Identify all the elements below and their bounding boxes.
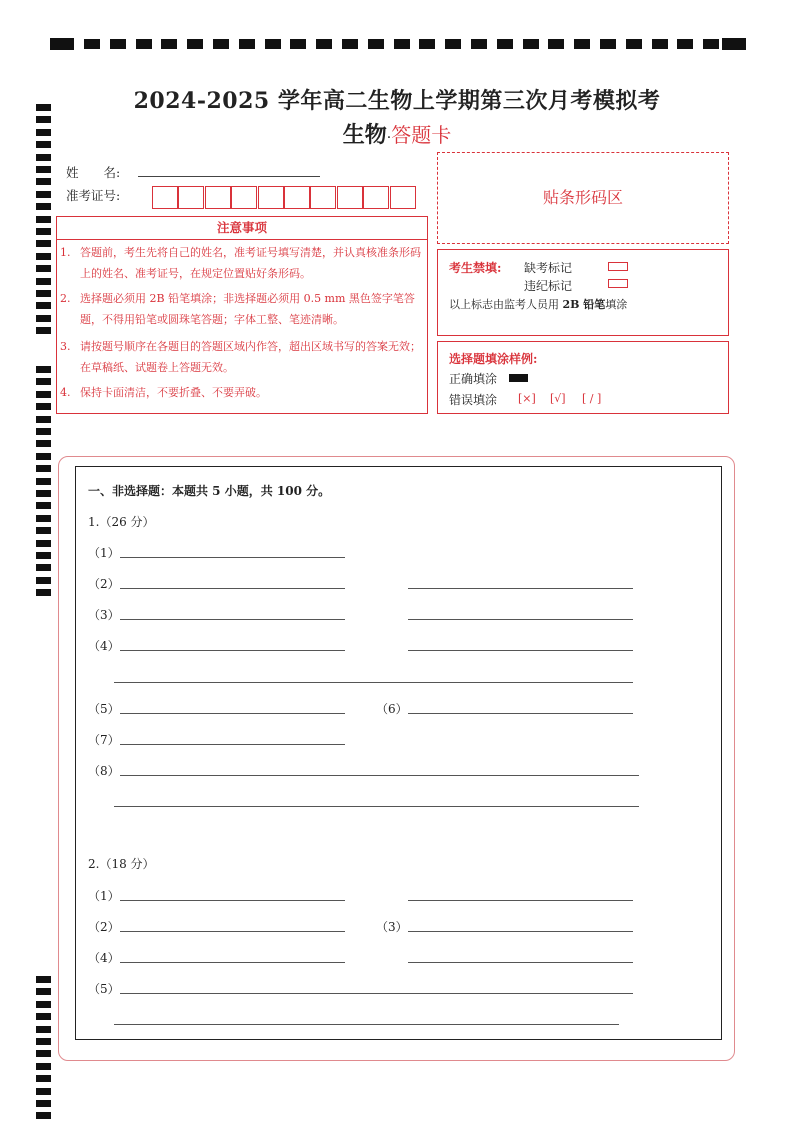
- id-digit-box[interactable]: [231, 186, 257, 209]
- id-digit-box[interactable]: [258, 186, 284, 209]
- timing-mark: [36, 515, 51, 522]
- timing-mark: [36, 154, 51, 161]
- timing-mark: [36, 290, 51, 297]
- timing-mark: [84, 39, 100, 49]
- timing-mark: [368, 39, 384, 49]
- timing-mark: [652, 39, 668, 49]
- timing-mark: [36, 1013, 51, 1020]
- barcode-area: [437, 152, 729, 244]
- id-digit-box[interactable]: [337, 186, 363, 209]
- notice-item-4: 4. 保持卡面清洁，不要折叠、不要弄破。: [60, 386, 267, 399]
- timing-mark: [36, 166, 51, 173]
- timing-mark: [445, 39, 461, 49]
- timing-mark: [36, 253, 51, 260]
- q1-4-answer-line-a[interactable]: [120, 650, 345, 651]
- q2-part-2: （2）: [88, 920, 120, 934]
- timing-mark: [239, 39, 255, 49]
- q1-label: 1.（26 分）: [88, 515, 155, 529]
- timing-mark: [548, 39, 564, 49]
- q2-part-3: （3）: [376, 920, 408, 934]
- timing-mark: [36, 976, 51, 983]
- top-timing-marks: [50, 38, 746, 50]
- notice-item-1: 1. 答题前，考生先将自己的姓名，准考证号填写清楚，并认真核准条形码上的姓名、准考证号，在规定位置贴好条形码。: [60, 246, 421, 280]
- answer-area: [75, 466, 722, 1040]
- timing-mark: [36, 327, 51, 334]
- timing-mark: [36, 440, 51, 447]
- timing-mark: [36, 589, 51, 596]
- timing-mark: [36, 1050, 51, 1057]
- q1-4-answer-line-b[interactable]: [408, 650, 633, 651]
- timing-mark: [703, 39, 719, 49]
- timing-mark: [36, 465, 51, 472]
- q1-1-answer-line[interactable]: [120, 557, 345, 558]
- q1-part-3: （3）: [88, 608, 120, 622]
- q1-part-8: （8）: [88, 764, 120, 778]
- timing-mark: [36, 378, 51, 385]
- name-field[interactable]: [138, 176, 320, 177]
- id-digit-box[interactable]: [152, 186, 178, 209]
- timing-mark: [677, 39, 693, 49]
- wrong-mark-1: [×]: [518, 392, 536, 405]
- timing-mark: [574, 39, 590, 49]
- id-digit-box[interactable]: [310, 186, 336, 209]
- correct-fill-mark: [509, 374, 528, 382]
- q2-part-1: （1）: [88, 889, 120, 903]
- timing-mark: [36, 490, 51, 497]
- timing-mark: [36, 577, 51, 584]
- timing-mark: [722, 38, 746, 50]
- timing-mark: [36, 1100, 51, 1107]
- q2-5-answer-line-a[interactable]: [120, 993, 633, 994]
- subject-label: 生物: [342, 122, 387, 148]
- q1-3-answer-line-b[interactable]: [408, 619, 633, 620]
- q2-part-4: （4）: [88, 951, 120, 965]
- notice-title: 注意事项: [216, 220, 267, 235]
- timing-mark: [342, 39, 358, 49]
- page-title: 2024-2025 学年高二生物上学期第三次月考模拟考: [133, 88, 661, 114]
- q1-part-5: （5）: [88, 702, 120, 716]
- timing-mark: [36, 527, 51, 534]
- fill-example-title: 选择题填涂样例:: [449, 352, 538, 366]
- timing-mark: [471, 39, 487, 49]
- q1-part-2: （2）: [88, 577, 120, 591]
- absent-label: 缺考标记: [524, 261, 573, 275]
- q1-2-answer-line-b[interactable]: [408, 588, 633, 589]
- timing-mark: [316, 39, 332, 49]
- timing-mark: [213, 39, 229, 49]
- id-digit-box[interactable]: [390, 186, 416, 209]
- timing-mark: [497, 39, 513, 49]
- section-title: 一、非选择题：本题共 5 小题，共 100 分。: [88, 484, 331, 498]
- q1-8-answer-line-b[interactable]: [114, 806, 639, 807]
- timing-mark: [36, 178, 51, 185]
- timing-mark: [36, 416, 51, 423]
- q1-part-1: （1）: [88, 546, 120, 560]
- timing-mark: [600, 39, 616, 49]
- q2-part-5: （5）: [88, 982, 120, 996]
- timing-mark: [36, 391, 51, 398]
- timing-mark: [290, 39, 306, 49]
- timing-mark: [36, 478, 51, 485]
- name-label: 姓 名:: [66, 165, 121, 180]
- q1-part-6: （6）: [376, 702, 408, 716]
- timing-mark: [36, 228, 51, 235]
- timing-mark: [36, 502, 51, 509]
- id-digit-box[interactable]: [178, 186, 204, 209]
- wrong-fill-label: 错误填涂: [449, 393, 498, 407]
- q2-label: 2.（18 分）: [88, 857, 155, 871]
- q2-1-answer-line-b[interactable]: [408, 900, 633, 901]
- timing-mark: [36, 366, 51, 373]
- timing-mark: [265, 39, 281, 49]
- q2-5-answer-line-b[interactable]: [114, 1024, 619, 1025]
- timing-mark: [36, 1026, 51, 1033]
- timing-mark: [36, 1038, 51, 1045]
- wrong-mark-3: [ / ]: [582, 392, 602, 405]
- q1-7-answer-line[interactable]: [120, 744, 345, 745]
- timing-mark: [36, 1063, 51, 1070]
- page-subtitle: [0, 118, 794, 149]
- timing-mark: [36, 315, 51, 322]
- q1-5-answer-line[interactable]: [120, 713, 345, 714]
- id-label: 准考证号:: [66, 188, 121, 203]
- timing-mark: [36, 403, 51, 410]
- timing-mark: [36, 1001, 51, 1008]
- violation-checkbox[interactable]: [608, 279, 628, 288]
- timing-mark: [419, 39, 435, 49]
- q2-4-answer-line-a[interactable]: [120, 962, 345, 963]
- timing-mark: [36, 428, 51, 435]
- q1-3-answer-line-a[interactable]: [120, 619, 345, 620]
- barcode-label: 贴条形码区: [542, 188, 623, 207]
- timing-mark: [36, 240, 51, 247]
- timing-mark: [523, 39, 539, 49]
- q2-1-answer-line-a[interactable]: [120, 900, 345, 901]
- timing-mark: [187, 39, 203, 49]
- q1-8-answer-line-a[interactable]: [120, 775, 639, 776]
- wrong-mark-2: [√]: [550, 392, 566, 405]
- timing-mark: [161, 39, 177, 49]
- notice-title-bar: [56, 216, 428, 240]
- timing-mark: [50, 38, 74, 50]
- id-digit-box[interactable]: [363, 186, 389, 209]
- q1-4-answer-line-c[interactable]: [114, 682, 633, 683]
- q1-part-7: （7）: [88, 733, 120, 747]
- absent-checkbox[interactable]: [608, 262, 628, 271]
- forbidden-box: [437, 249, 729, 336]
- q1-part-4: （4）: [88, 639, 120, 653]
- q2-2-answer-line[interactable]: [120, 931, 345, 932]
- card-label: 答题卡: [391, 123, 452, 147]
- timing-mark: [36, 1112, 51, 1119]
- id-digit-box[interactable]: [205, 186, 231, 209]
- timing-mark: [626, 39, 642, 49]
- correct-fill-label: 正确填涂: [449, 372, 498, 386]
- timing-mark: [394, 39, 410, 49]
- q1-6-answer-line[interactable]: [408, 713, 633, 714]
- timing-mark: [36, 203, 51, 210]
- forbidden-title: 考生禁填:: [449, 261, 502, 275]
- timing-mark: [36, 265, 51, 272]
- timing-mark: [36, 302, 51, 309]
- separator: ·: [386, 130, 392, 146]
- timing-mark: [110, 39, 126, 49]
- timing-mark: [36, 540, 51, 547]
- notice-item-3: 3. 请按题号顺序在各题目的答题区域内作答，超出区域书写的答案无效；在草稿纸、试题卷上答题无效。: [60, 340, 421, 374]
- timing-mark: [136, 39, 152, 49]
- timing-mark: [36, 216, 51, 223]
- timing-mark: [36, 564, 51, 571]
- q1-2-answer-line-a[interactable]: [120, 588, 345, 589]
- timing-mark: [36, 988, 51, 995]
- timing-mark: [36, 1088, 51, 1095]
- q2-3-answer-line[interactable]: [408, 931, 633, 932]
- forbidden-note: 以上标志由监考人员用 2B 铅笔填涂: [449, 298, 628, 311]
- q2-4-answer-line-b[interactable]: [408, 962, 633, 963]
- timing-mark: [36, 278, 51, 285]
- id-digit-box[interactable]: [284, 186, 310, 209]
- notice-item-2: 2. 选择题必须用 2B 铅笔填涂；非选择题必须用 0.5 mm 黑色签字笔答题，不得用铅笔或圆珠笔答题；字体工整、笔迹清晰。: [60, 292, 415, 326]
- timing-mark: [36, 552, 51, 559]
- violation-label: 违纪标记: [524, 279, 573, 293]
- timing-mark: [36, 1075, 51, 1082]
- timing-mark: [36, 191, 51, 198]
- fill-example-box: [437, 341, 729, 414]
- timing-mark: [36, 453, 51, 460]
